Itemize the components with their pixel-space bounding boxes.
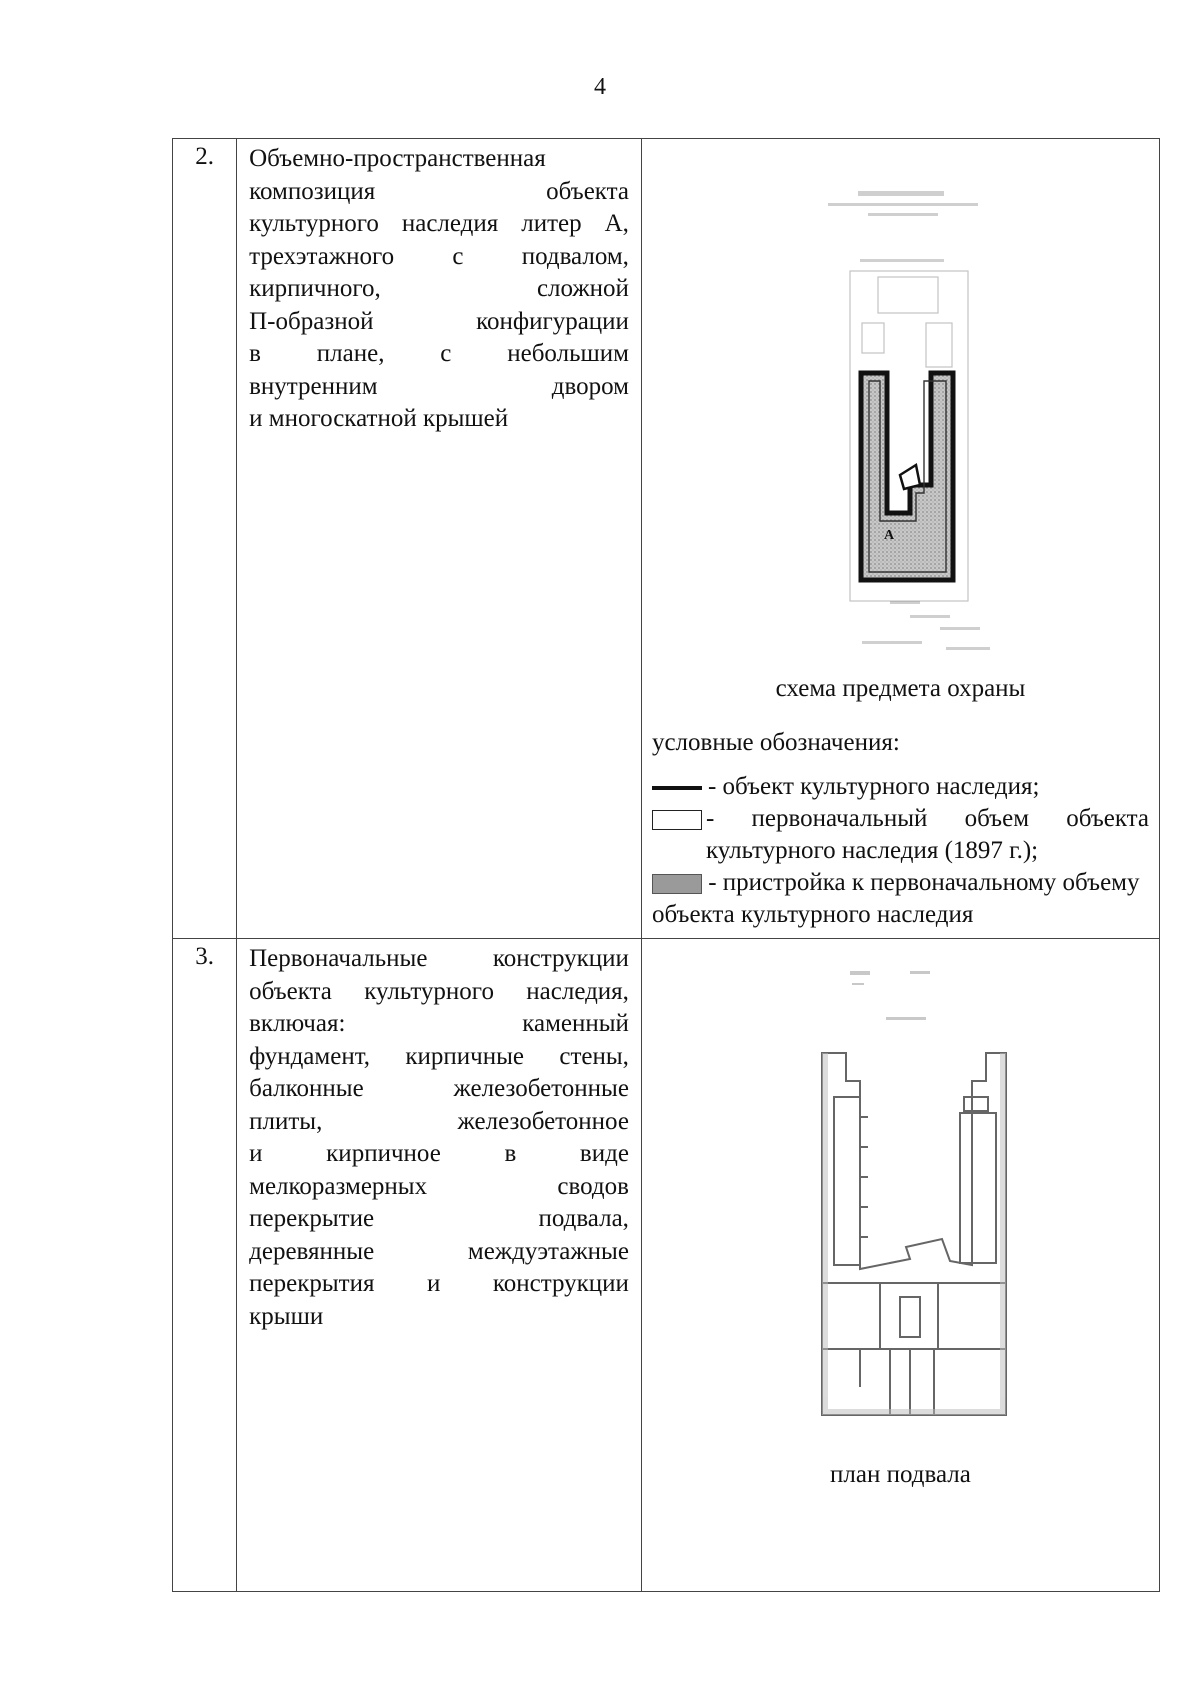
desc-line: крыши: [249, 1302, 324, 1330]
desc-line: перекрытия и конструкции: [249, 1270, 629, 1297]
row-figure-cell: [641, 939, 1159, 1592]
desc-line: Первоначальные конструкции: [249, 945, 629, 972]
figure-caption: схема предмета охраны: [775, 675, 1026, 702]
row-description: [237, 939, 642, 1592]
courtyard-notch: [900, 465, 920, 489]
desc-line: объекта культурного наследия,: [249, 977, 629, 1005]
legend-text: - первоначальный объем объекта культурного наследия (1897 г.);: [705, 805, 1149, 864]
site-plan-figure: [750, 183, 1050, 663]
plan-label: А: [884, 528, 895, 543]
legend-item: [652, 771, 1149, 803]
figure-caption: план подвала: [830, 1461, 971, 1488]
basement-plan-figure: [750, 957, 1050, 1457]
faint-footnotes: [862, 601, 990, 650]
desc-line: мелкоразмерных сводов: [249, 1172, 629, 1200]
desc-line: включая: каменный: [249, 1010, 629, 1037]
desc-line: Объемно-пространственная: [249, 145, 546, 172]
black-line-swatch-icon: [652, 786, 702, 790]
desc-line: П-образной конфигурации: [249, 307, 629, 335]
row-number: 2.: [173, 139, 237, 939]
row-number: 3.: [173, 939, 237, 1592]
legend-item: [652, 803, 1149, 867]
desc-line: деревянные междуэтажные: [249, 1237, 629, 1265]
legend-text: - объект культурного наследия;: [707, 773, 1040, 800]
faint-heading-text: [828, 191, 978, 262]
desc-line: в плане, с небольшим: [249, 340, 629, 367]
legend-text: - пристройка к первоначальному объему объекта культурного наследия: [651, 869, 1140, 928]
desc-line: композиция объекта: [249, 177, 629, 205]
desc-line: внутренним двором: [249, 372, 629, 400]
row-description: [237, 139, 642, 939]
row-figure-cell: [641, 139, 1159, 939]
legend-item: [652, 867, 1149, 931]
faint-heading-text: [850, 971, 930, 1020]
desc-line: кирпичного, сложной: [249, 275, 629, 302]
desc-line: и многоскатной крышей: [249, 405, 509, 432]
plan-hatching: [822, 1053, 1006, 1415]
white-box-swatch-icon: [652, 810, 702, 830]
table-row: [173, 139, 1160, 939]
legend: [642, 771, 1159, 931]
desc-line: перекрытие подвала,: [249, 1205, 629, 1232]
desc-line: трехэтажного с подвалом,: [249, 242, 629, 270]
table-row: [173, 939, 1160, 1592]
basement-walls: [822, 1053, 1006, 1415]
legend-title: условные обозначения:: [651, 729, 900, 756]
desc-line: культурного наследия литер А,: [249, 210, 629, 237]
desc-line: балконные железобетонные: [249, 1075, 629, 1102]
grey-box-swatch-icon: [652, 874, 702, 894]
desc-line: фундамент, кирпичные стены,: [249, 1042, 629, 1070]
protection-table: [172, 138, 1160, 1592]
page-number: 4: [594, 74, 606, 100]
desc-line: и кирпичное в виде: [249, 1140, 629, 1167]
desc-line: плиты, железобетонное: [249, 1107, 629, 1135]
